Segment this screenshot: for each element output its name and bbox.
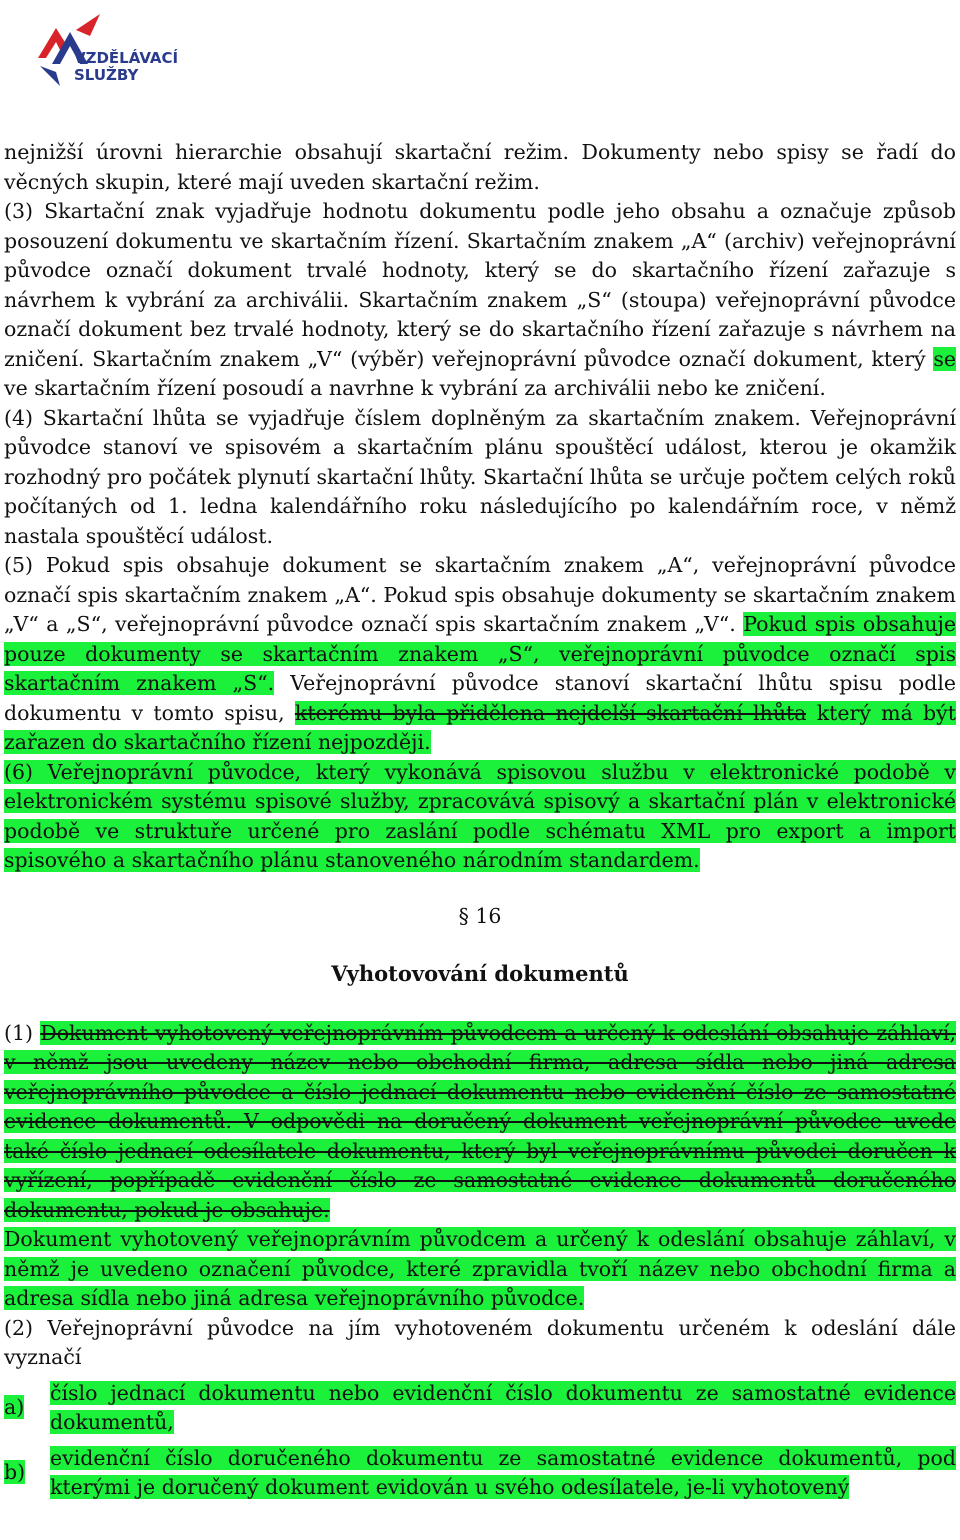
list-item xyxy=(4,1444,956,1503)
paragraph-intro: nejnižší úrovni hierarchie obsahují skartační režim. Dokumenty nebo spisy se řadí do věcných skupin, které mají uveden skartační režim. xyxy=(4,140,956,194)
section-heading: Vyhotovování dokumentů xyxy=(331,961,629,986)
paragraph-16-1-number: (1) xyxy=(4,1020,41,1045)
paragraph-16-1-new xyxy=(4,1225,956,1314)
paragraph-5-highlight-1: Pokud spis obsahuje pouze dokumenty se skartačním znakem „S“, veřejnoprávní původce označí spis skartačním znakem „S“. xyxy=(4,612,957,695)
logo-line-1: VZDĚLÁVACÍ xyxy=(74,49,179,67)
paragraph-6-highlight: (6) Veřejnoprávní původce, který vykonává spisovou službu v elektronické podobě v elektronickém systému spisové služby, zpracovává spisový a skartační plán v elektronické podobě ve struktuře určené pro zaslání podle schématu XML pro export a import spisového a skartačního plánu stanoveného národním standardem. xyxy=(4,759,956,872)
list-item-marker: b) xyxy=(4,1460,26,1485)
list-item-text: číslo jednací dokumentu nebo evidenční číslo dokumentu ze samostatné evidence dokumentů, xyxy=(50,1380,956,1434)
document-page xyxy=(4,138,956,1503)
list-item-text: evidenční číslo doručeného dokumentu ze samostatné evidence dokumentů, pod kterými je doručený dokument evidován u svého odesílatele, je-li vyhotovený xyxy=(50,1445,956,1499)
list-item-marker: a) xyxy=(4,1395,25,1420)
paragraph-16-1 xyxy=(4,1019,956,1226)
paragraph-5-text-b: Veřejnoprávní původce stanoví skartační lhůtu spisu podle dokumentu v tomto spisu, xyxy=(4,671,957,725)
list-item xyxy=(4,1379,956,1438)
paragraph-3-text-b: ve skartačním řízení posoudí a navrhne k vybrání za archiválii nebo ke zničení. xyxy=(4,376,826,400)
paragraph-16-1-deleted: Dokument vyhotovený veřejnoprávním původcem a určený k odeslání obsahuje záhlaví, v němž jsou uvedeny název nebo obchodní firma, adresa sídla nebo jiná adresa veřejnoprávního původce a číslo jednací dokumentu nebo evidenční číslo ze samostatné evidence dokumentů. V odpovědi na doručený dokument veřejnoprávní původce uvede také číslo jednací odesílatele dokumentu, který byl veřejnoprávnímu původci doručen k vyřízení, popřípadě evidenční číslo ze samostatné evidence dokumentů doručeného dokumentu, pokud je obsahuje. xyxy=(4,1020,956,1222)
highlight-se: se xyxy=(933,346,956,371)
logo-line-2: SLUŽBY xyxy=(74,66,139,84)
paragraph-16-1-new-highlight: Dokument vyhotovený veřejnoprávním původcem a určený k odeslání obsahuje záhlaví, v němž je uvedeno označení původce, které zpravidla tvoří název nebo obchodní firma a adresa sídla nebo jiná adresa veřejnoprávního původce. xyxy=(4,1227,956,1310)
paragraph-3-text-a: (3) Skartační znak vyjadřuje hodnotu dokumentu podle jeho obsahu a označuje způsob posouzení dokumentu ve skartačním řízení. Skartačním znakem „A“ (archiv) veřejnoprávní původce označí dokument trvalé hodnoty, který se do skartačního řízení zařazuje s návrhem k vybrání za archiválii. Skartačním znakem „S“ (stoupa) veřejnoprávní původce označí dokument bez trvalé hodnoty, který se do skartačního řízení zařazuje s návrhem na zničení. Skartačním znakem „V“ (výběr) veřejnoprávní původce označí dokument, který xyxy=(4,199,956,371)
paragraph-5 xyxy=(4,551,956,758)
paragraph-6 xyxy=(4,758,956,876)
section-number: § 16 xyxy=(458,903,502,928)
paragraph-5-text-a: (5) Pokud spis obsahuje dokument se skartačním znakem „A“, veřejnoprávní původce označí spis skartačním znakem „A“. Pokud spis obsahuje dokumenty se skartačním znakem „V“ a „S“, veřejnoprávní původce označí spis skartačním znakem „V“. xyxy=(4,553,956,636)
paragraph-3 xyxy=(4,197,956,404)
paragraph-5-deleted: kterému byla přidělena nejdelší skartační lhůta xyxy=(294,700,807,725)
paragraph-4: (4) Skartační lhůta se vyjadřuje číslem doplněným za skartačním znakem. Veřejnoprávní původce stanoví ve spisovém a skartačním plánu spouštěcí událost, kterou je okamžik rozhodný pro počátek plynutí skartační lhůty. Skartační lhůta se určuje počtem celých roků počítaných od 1. ledna kalendářního roku následujícího po kalendářním roce, v němž nastala spouštěcí událost. xyxy=(4,405,956,548)
logo-text xyxy=(74,50,178,84)
paragraph-16-2: (2) Veřejnoprávní původce na jím vyhotoveném dokumentu určeném k odeslání dále vyznačí xyxy=(4,1315,956,1369)
paragraph-5-highlight-2: který má být zařazen do skartačního řízení nejpozději. xyxy=(4,700,956,754)
